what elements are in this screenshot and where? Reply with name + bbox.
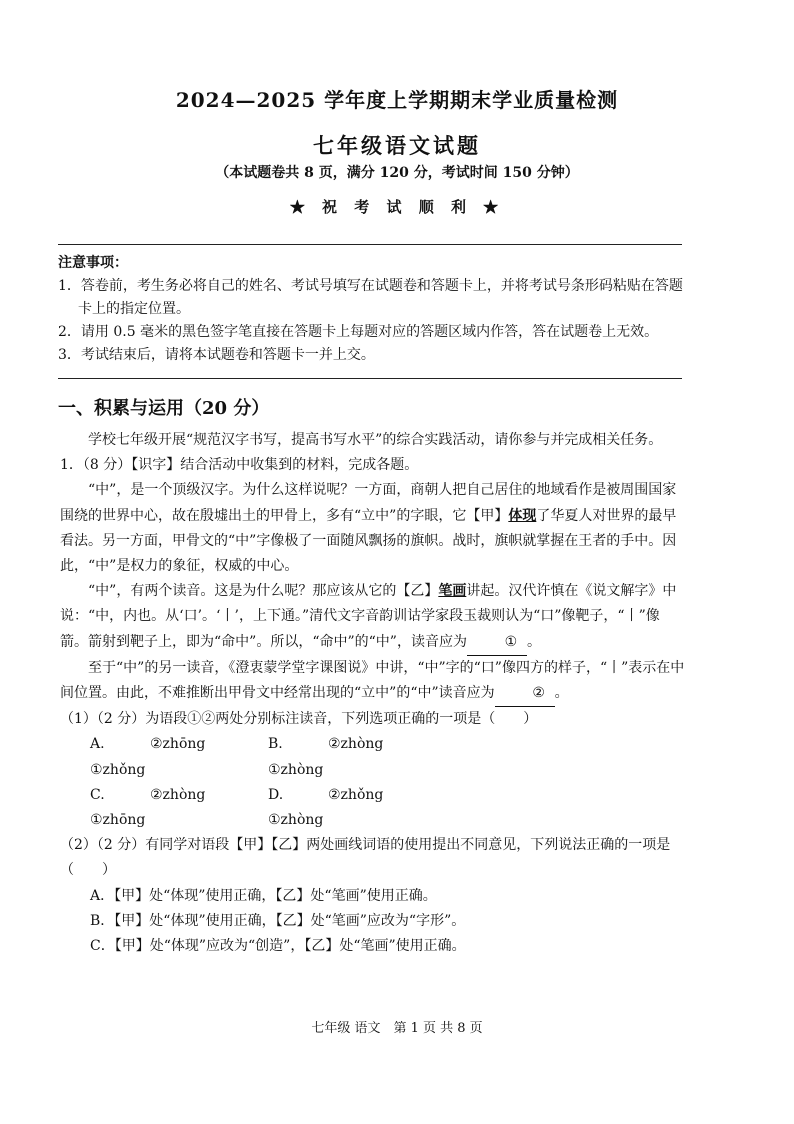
notice-heading: 注意事项： <box>58 255 128 271</box>
answer-blank-1: ① <box>467 630 527 656</box>
good-luck-banner: ★ 祝 考 试 顺 利 ★ <box>289 198 505 216</box>
passage-text: 至于“中”的另一读音，《澄衷蒙学堂字课图说》中讲，“中”字的“口”像四方的样子，“丨”表示在中间位置。由此，不难推断出甲骨文中经常出现的“立中”的“中”读音应为 <box>60 659 685 702</box>
notice-item: 3．考试结束后，请将本试题卷和答题卡一并上交。 <box>58 347 375 363</box>
underlined-word-jia: 体现 <box>508 507 537 524</box>
notice-bottom-divider <box>58 378 682 379</box>
section-body <box>60 428 686 959</box>
option-c-reading-2: ②zhòng <box>150 786 206 803</box>
passage-paragraph-2 <box>60 579 686 656</box>
page-footer: 七年级 语文 第 1 页 共 8 页 <box>311 1021 483 1036</box>
passage-text: 讲起。汉代许慎在《说文解字》中说：“中，内也。从‘口’。‘丨’，上下通。”清代文字音韵训诂学家段玉裁则认为“口”像靶子，“丨”像箭。箭射到靶子上，即为“命中”。所以，“命中”的“中”，读音应为 <box>60 583 677 650</box>
option-b-reading-2: ②zhòng <box>328 736 384 753</box>
notice-block <box>58 252 688 367</box>
sub-question-2-stem: （2）（2 分）有同学对语段【甲】【乙】两处画线词语的使用提出不同意见，下列说法正确的一项是（ ） <box>60 837 671 879</box>
option-a: A．【甲】处“体现”使用正确，【乙】处“笔画”使用正确。 <box>90 887 437 904</box>
exam-subject: 七年级语文试题 <box>313 133 481 158</box>
passage-paragraph-1 <box>60 478 686 579</box>
answer-blank-2: ② <box>495 681 555 707</box>
passage-text: 。 <box>554 685 569 702</box>
option-b: B. ①zhòng <box>268 736 324 778</box>
activity-intro: 学校七年级开展“规范汉字书写，提高书写水平”的综合实践活动，请你参与并完成相关任务。 <box>88 432 663 448</box>
option-a: A. ①zhǒng <box>90 736 146 778</box>
passage-paragraph-3 <box>60 656 686 707</box>
notice-top-divider <box>58 244 682 245</box>
option-a-reading-2: ②zhōng <box>150 736 206 753</box>
option-c: C. ①zhōng <box>90 786 146 829</box>
underlined-word-yi: 笔画 <box>438 583 467 600</box>
exam-info: （本试题卷共 8 页，满分 120 分，考试时间 150 分钟） <box>215 165 579 181</box>
option-c: C．【甲】处“体现”应改为“创造”，【乙】处“笔画”使用正确。 <box>90 938 466 955</box>
passage-text: 了华夏人对世界的最早看法。另一方面，甲骨文的“中”字像极了一面随风飘扬的旗帜。战时，旗帜就掌握在王者的手中。因此，“中”是权力的象征，权威的中心。 <box>60 507 677 575</box>
notice-item: 1．答卷前，考生务必将自己的姓名、考试号填写在试题卷和答题卡上，并将考试号条形码粘贴在答题卡上的指定位置。 <box>58 278 683 317</box>
sub-question-1-stem: （1）（2 分）为语段①②两处分别标注读音，下列选项正确的一项是（ ） <box>60 711 538 728</box>
passage-text: “中”，有两个读音。这是为什么呢？那应该从它的【乙】 <box>88 583 439 600</box>
exam-title: 2024—2025 学年度上学期期末学业质量检测 <box>175 88 619 112</box>
passage-text: “中”，是一个顶级汉字。为什么这样说呢？一方面，商朝人把自己居住的地域看作是被周围国家围绕的世界中心，故在殷墟出土的甲骨上，多有“立中”的字眼，它【甲】 <box>60 482 677 524</box>
question-1-stem: 1．（8 分）【识字】结合活动中收集到的材料，完成各题。 <box>60 457 419 474</box>
notice-item: 2．请用 0.5 毫米的黑色签字笔直接在答题卡上每题对应的答题区域内作答，答在试题卷上无效。 <box>58 324 659 340</box>
section-title: 一、积累与运用（20 分） <box>58 398 270 419</box>
option-b: B．【甲】处“体现”使用正确，【乙】处“笔画”应改为“字形”。 <box>90 912 466 929</box>
sub-question-1-options <box>60 732 686 833</box>
option-d-reading-2: ②zhǒng <box>328 786 384 803</box>
option-d: D. ①zhòng <box>268 786 324 829</box>
passage-text: 。 <box>526 633 541 650</box>
